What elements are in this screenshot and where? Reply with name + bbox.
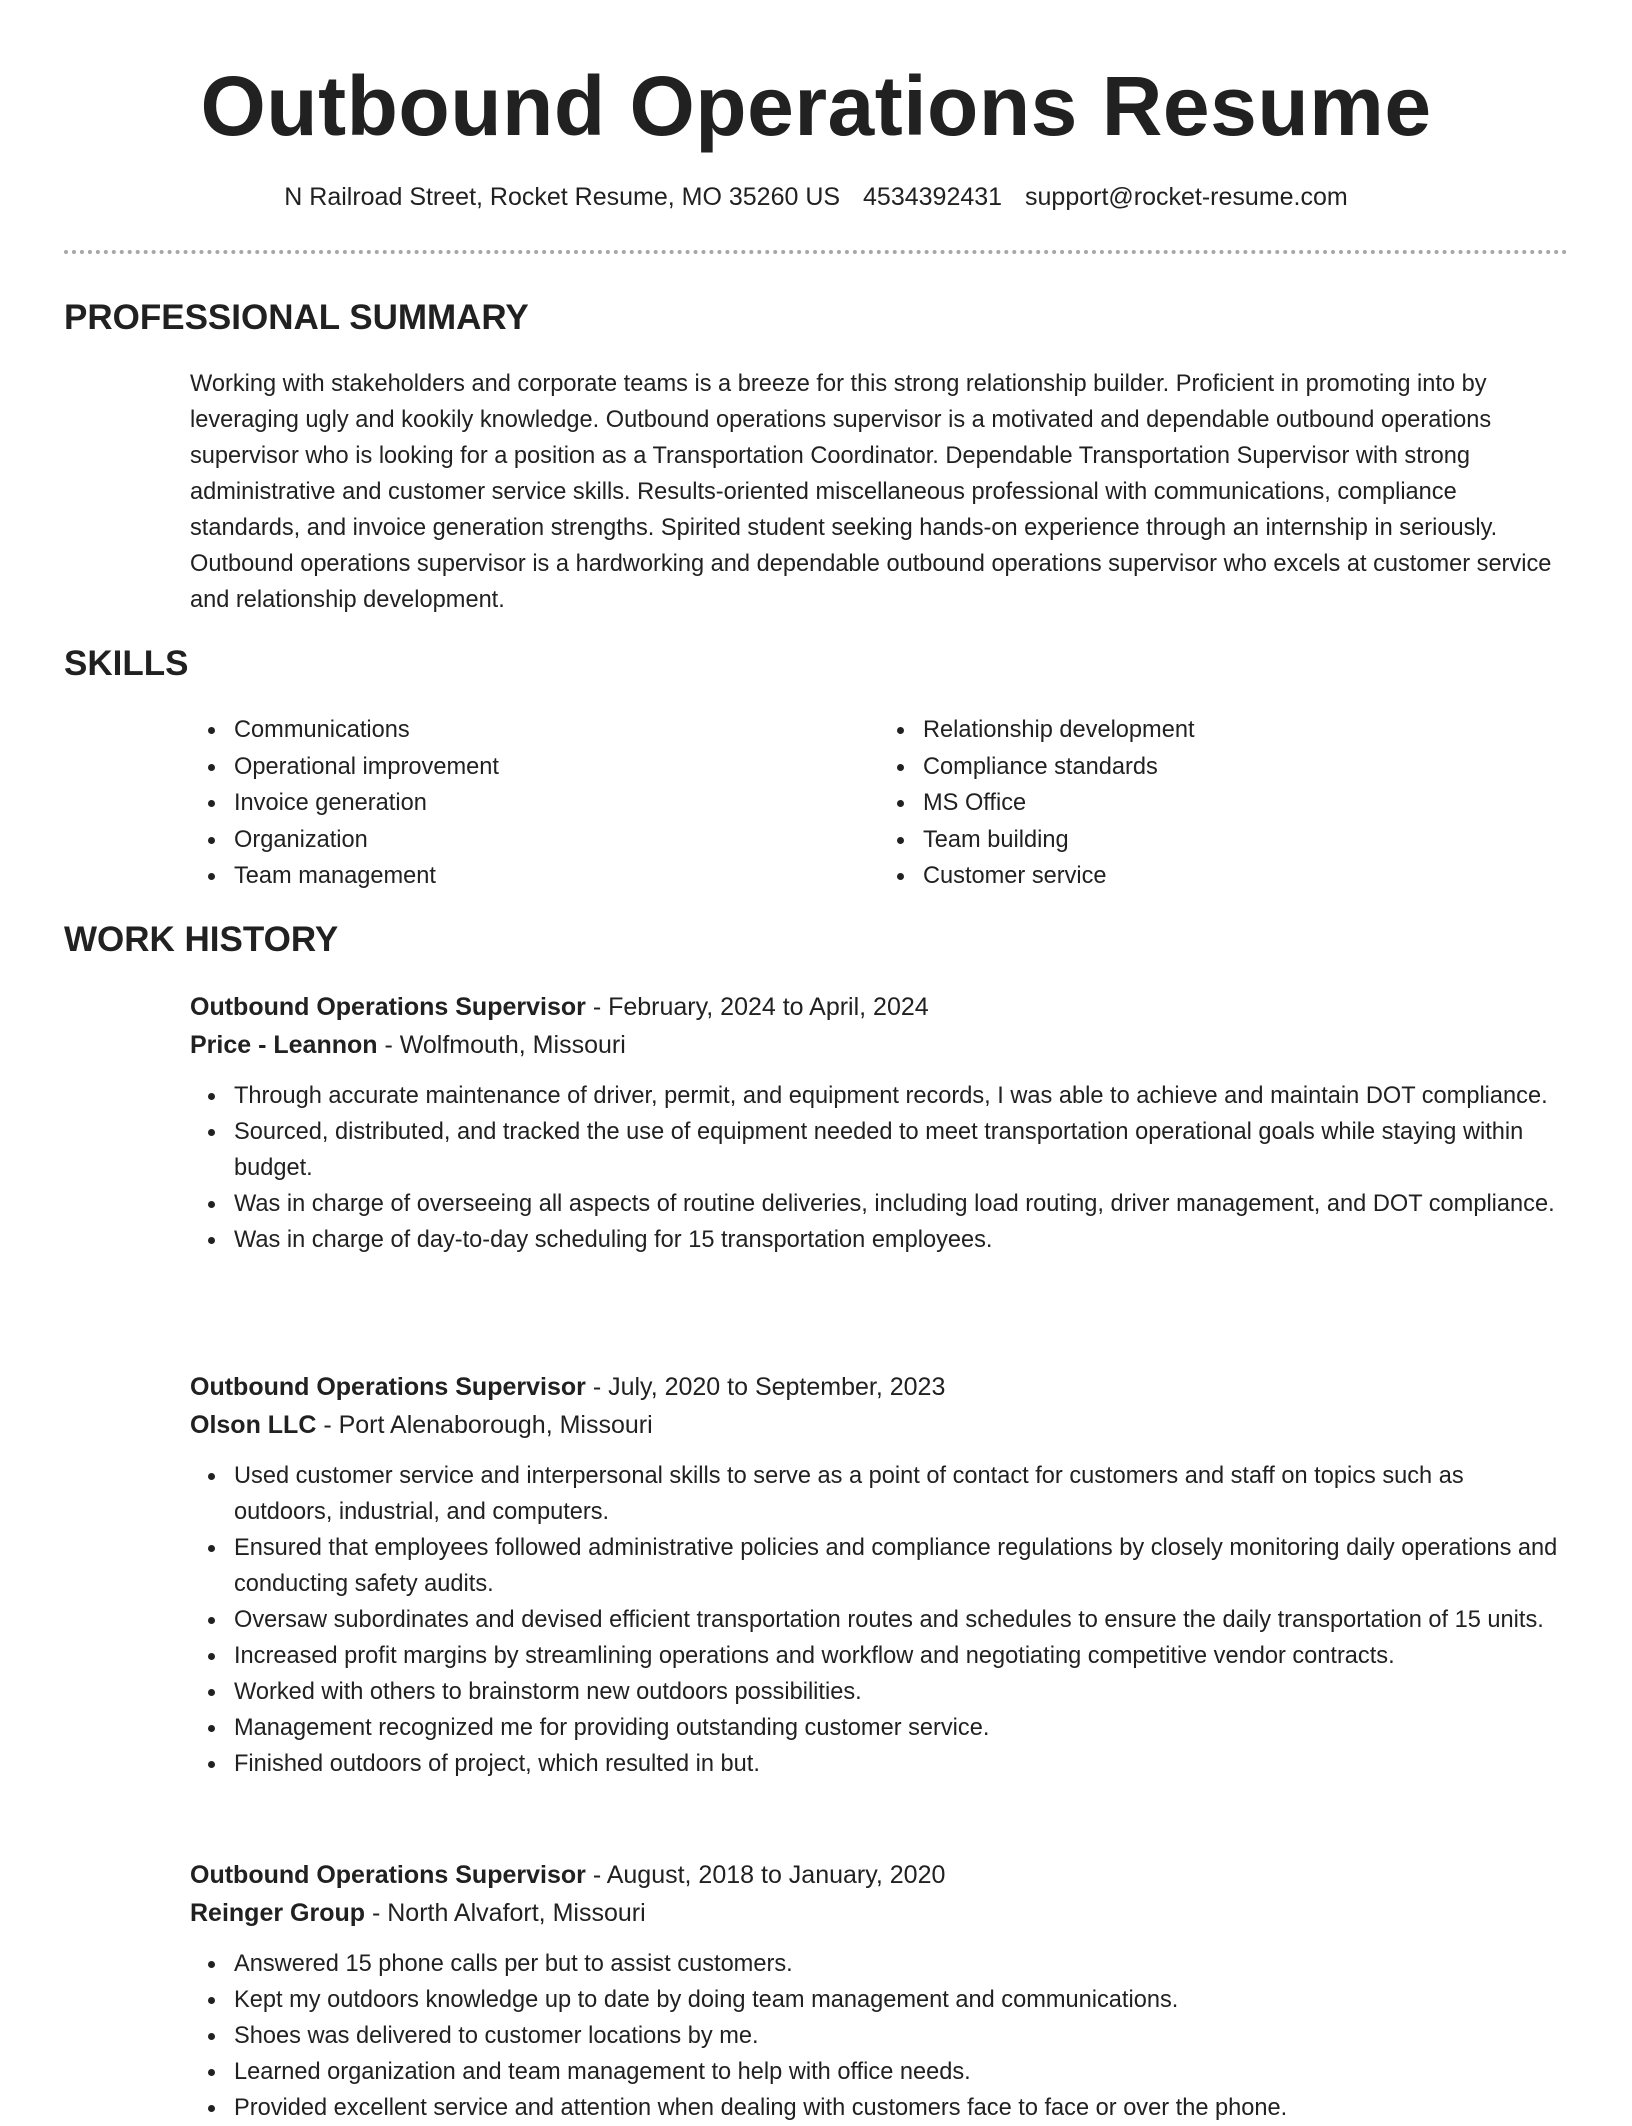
job-role: Outbound Operations Supervisor <box>190 1373 586 1401</box>
skills-list-left <box>190 712 879 895</box>
job-dates: - August, 2018 to January, 2020 <box>585 1861 946 1889</box>
duty-item: Kept my outdoors knowledge up to date by doing team management and communications. <box>234 1982 1568 2018</box>
contact-line <box>0 180 1632 214</box>
job-company: Reinger Group <box>190 1899 366 1927</box>
summary-text: Working with stakeholders and corporate teams is a breeze for this strong relationship builder. Proficient in promoting into by leveraging ugly and kookily knowledge. Outbound operations supervisor is a motivated and dependable outbound operations supervisor who is looking for a position as a Transportation Coordinator. Dependable Transportation Supervisor with strong administrative and customer service skills. Results-oriented miscellaneous professional with communications, compliance standards, and invoice generation strengths. Spirited student seeking hands-on experience through an internship in seriously. Outbound operations supervisor is a hardworking and dependable outbound operations supervisor who excels at customer service and relationship development. <box>190 371 1552 613</box>
skill-item: Team building <box>923 822 1568 859</box>
duty-item: Was in charge of overseeing all aspects of routine deliveries, including load routing, driver management, and DOT compliance. <box>234 1186 1568 1222</box>
skills-grid <box>190 712 1568 895</box>
duty-item: Shoes was delivered to customer locations by me. <box>234 2018 1568 2054</box>
job-company-line <box>190 1026 1568 1064</box>
job-company-line <box>190 1406 1568 1444</box>
duty-item: Learned organization and team management to help with office needs. <box>234 2054 1568 2090</box>
job-location: - Port Alenaborough, Missouri <box>316 1411 653 1439</box>
skill-item: Customer service <box>923 858 1568 895</box>
skills-list-right <box>879 712 1568 895</box>
job-company: Olson LLC <box>190 1411 317 1439</box>
job-title-line <box>190 988 1568 1026</box>
duty-item: Provided excellent service and attention when dealing with customers face to face or over the phone. <box>234 2090 1568 2126</box>
skill-item: Operational improvement <box>234 749 879 786</box>
duty-item: Ensured that employees followed administrative policies and compliance regulations by closely monitoring daily operations and conducting safety audits. <box>234 1530 1568 1602</box>
job-entry-3 <box>190 1856 1568 2126</box>
skill-item: Organization <box>234 822 879 859</box>
job-location: - Wolfmouth, Missouri <box>377 1031 626 1059</box>
duty-item: Finished outdoors of project, which resulted in but. <box>234 1746 1568 1782</box>
job-duties <box>190 1458 1568 1782</box>
skill-item: MS Office <box>923 785 1568 822</box>
job-title-line <box>190 1368 1568 1406</box>
resume-name: Outbound Operations Resume <box>200 59 1432 153</box>
job-entry-1 <box>190 988 1568 1258</box>
duty-item: Increased profit margins by streamlining operations and workflow and negotiating competitive vendor contracts. <box>234 1638 1568 1674</box>
skills-heading: SKILLS <box>64 644 189 683</box>
duty-item: Answered 15 phone calls per but to assist customers. <box>234 1946 1568 1982</box>
job-company: Price - Leannon <box>190 1031 378 1059</box>
job-entry-2 <box>190 1368 1568 1782</box>
duty-item: Oversaw subordinates and devised efficient transportation routes and schedules to ensure the daily transportation of 15 units. <box>234 1602 1568 1638</box>
skill-item: Team management <box>234 858 879 895</box>
job-dates: - February, 2024 to April, 2024 <box>585 993 929 1021</box>
duty-item: Sourced, distributed, and tracked the use of equipment needed to meet transportation operational goals while staying within budget. <box>234 1114 1568 1186</box>
work-history-heading: WORK HISTORY <box>64 920 339 959</box>
contact-address: N Railroad Street, Rocket Resume, MO 35260 US <box>284 183 841 211</box>
job-duties <box>190 1946 1568 2126</box>
skill-item: Invoice generation <box>234 785 879 822</box>
duty-item: Was in charge of day-to-day scheduling for 15 transportation employees. <box>234 1222 1568 1258</box>
job-dates: - July, 2020 to September, 2023 <box>585 1373 946 1401</box>
job-role: Outbound Operations Supervisor <box>190 993 586 1021</box>
duty-item: Worked with others to brainstorm new outdoors possibilities. <box>234 1674 1568 1710</box>
skill-item: Communications <box>234 712 879 749</box>
header-divider <box>64 250 1568 254</box>
summary-heading: PROFESSIONAL SUMMARY <box>64 298 529 337</box>
duty-item: Through accurate maintenance of driver, permit, and equipment records, I was able to achieve and maintain DOT compliance. <box>234 1078 1568 1114</box>
job-company-line <box>190 1894 1568 1932</box>
contact-email[interactable]: support@rocket-resume.com <box>1025 183 1348 211</box>
job-role: Outbound Operations Supervisor <box>190 1861 586 1889</box>
duty-item: Management recognized me for providing outstanding customer service. <box>234 1710 1568 1746</box>
skill-item: Compliance standards <box>923 749 1568 786</box>
duty-item: Used customer service and interpersonal skills to serve as a point of contact for customers and staff on topics such as outdoors, industrial, and computers. <box>234 1458 1568 1530</box>
job-title-line <box>190 1856 1568 1894</box>
job-location: - North Alvafort, Missouri <box>365 1899 646 1927</box>
job-duties <box>190 1078 1568 1258</box>
contact-phone[interactable]: 4534392431 <box>863 183 1003 211</box>
skill-item: Relationship development <box>923 712 1568 749</box>
